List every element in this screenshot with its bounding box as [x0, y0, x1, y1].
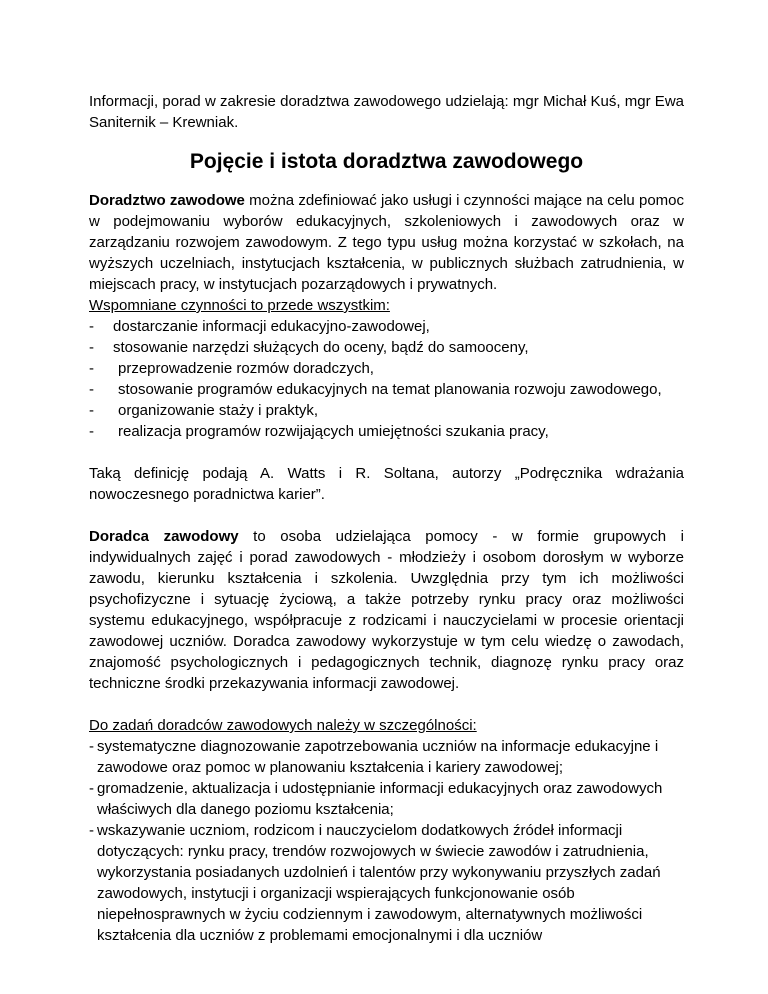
list-item: - realizacja programów rozwijających umiejętności szukania pracy,	[89, 421, 684, 442]
intro-paragraph: Informacji, porad w zakresie doradztwa zawodowego udzielają: mgr Michał Kuś, mgr Ewa Saniternik – Krewniak.	[89, 93, 684, 131]
list-item: - organizowanie staży i praktyk,	[89, 400, 684, 421]
list-item: - gromadzenie, aktualizacja i udostępnianie informacji edukacyjnych oraz zawodowych właściwych dla danego poziomu kształcenia;	[89, 778, 684, 820]
advisor-text: to osoba udzielająca pomocy - w formie grupowych i indywidualnych zajęć i porad zawodowych - młodzieży i osobom dorosłym w wyborze zawodu, kierunku kształcenia i szkolenia. Uwzględnia przy tym ich możliwości psychofizyczne i sytuację życiową, a także potrzeby rynku pracy oraz możliwości systemu edukacyjnego, współpracuje z rodzicami i nauczycielami w procesie orientacji zawodowej uczniów. Doradca zawodowy wykorzystuje w tym celu wiedzę o zawodach, znajomość psychologicznych i pedagogicznych technik, diagnozę rynku pracy oraz techniczne środki przekazywania informacji zawodowej.	[89, 528, 684, 692]
list-item: - systematyczne diagnozowanie zapotrzebowania uczniów na informacje edukacyjne i zawodowe oraz pomoc w planowaniu kształcenia i kariery zawodowej;	[89, 736, 684, 778]
advisor-term: Doradca zawodowy	[89, 528, 239, 545]
list-item: - przeprowadzenie rozmów doradczych,	[89, 358, 684, 379]
source-paragraph: Taką definicję podają A. Watts i R. Soltana, autorzy „Podręcznika wdrażania nowoczesnego poradnictwa karier”.	[89, 465, 684, 503]
page-title: Pojęcie i istota doradztwa zawodowego	[189, 150, 584, 173]
advisor-paragraph	[89, 526, 684, 694]
definition-paragraph	[89, 190, 684, 295]
document-page	[89, 91, 684, 946]
activities-heading: Wspomniane czynności to przede wszystkim:	[89, 297, 390, 314]
list-item: - stosowanie narzędzi służących do oceny, bądź do samooceny,	[89, 337, 684, 358]
list-item: - dostarczanie informacji edukacyjno-zawodowej,	[89, 316, 684, 337]
definition-term: Doradztwo zawodowe	[89, 192, 245, 209]
definition-text: można zdefiniować jako usługi i czynności mające na celu pomoc w podejmowaniu wyborów edukacyjnych, szkoleniowych i zawodowych oraz w zarządzaniu rozwojem zawodowym. Z tego typu usług można korzystać w szkołach, na wyższych uczelniach, instytucjach kształcenia, w publicznych służbach zatrudnienia, w miejscach pracy, w instytucjach pozarządowych i prywatnych.	[89, 192, 684, 293]
tasks-list	[89, 736, 684, 946]
list-item: - wskazywanie uczniom, rodzicom i nauczycielom dodatkowych źródeł informacji dotyczących: rynku pracy, trendów rozwojowych w świecie zawodów i zatrudnienia, wykorzystania posiadanych uzdolnień i talentów przy wykonywaniu przyszłych zadań zawodowych, instytucji i organizacji wspierających funkcjonowanie osób niepełnosprawnych w życiu codziennym i zawodowym, alternatywnych możliwości kształcenia dla uczniów z problemami emocjonalnymi i dla uczniów	[89, 820, 684, 946]
list-item: - stosowanie programów edukacyjnych na temat planowania rozwoju zawodowego,	[89, 379, 684, 400]
activities-list	[89, 316, 684, 442]
tasks-heading: Do zadań doradców zawodowych należy w szczególności:	[89, 717, 477, 734]
